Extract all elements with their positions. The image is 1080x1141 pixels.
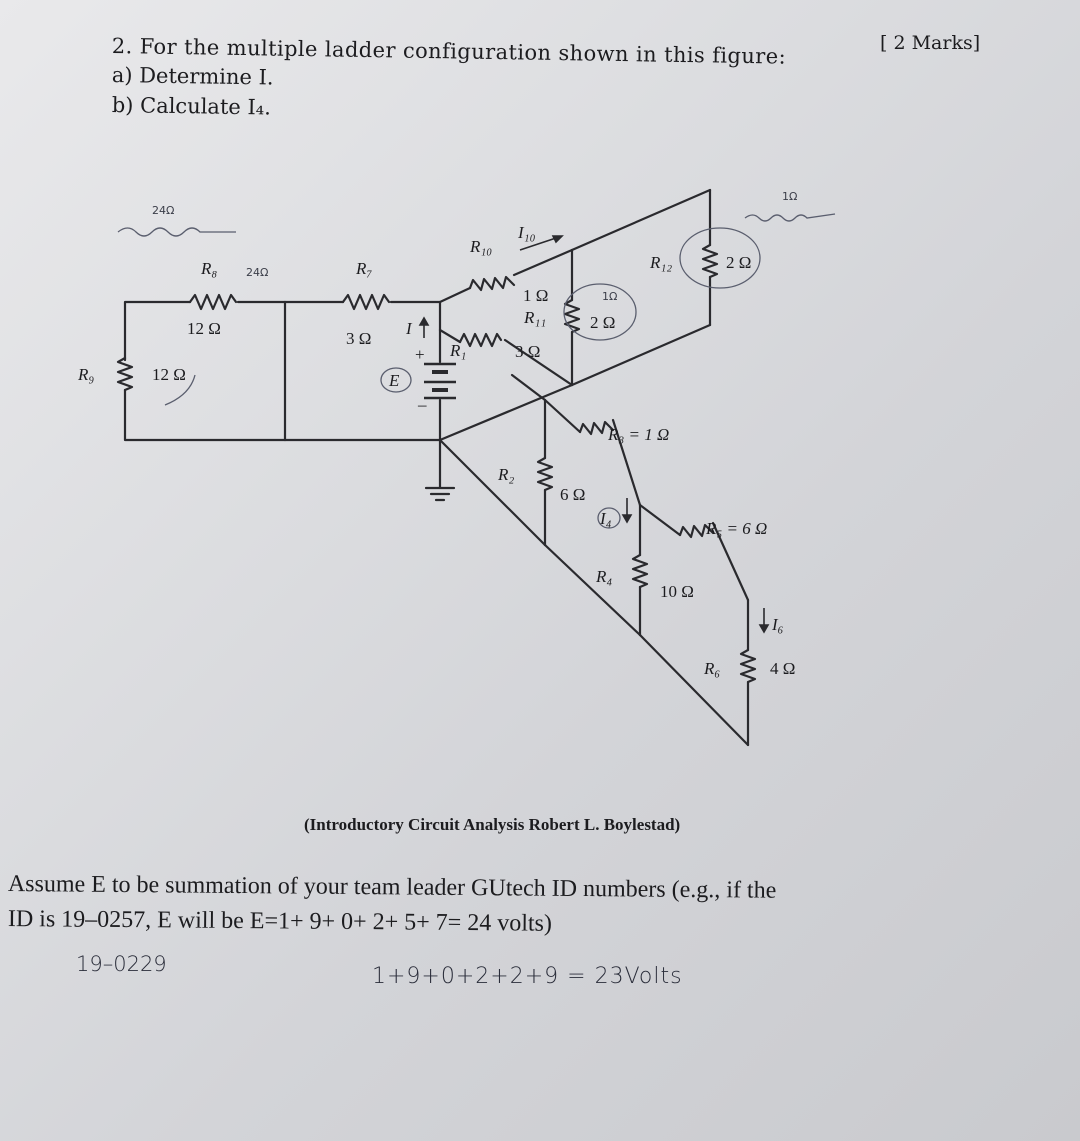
current-i-label: I: [406, 319, 412, 338]
r11-value: 2 Ω: [590, 313, 616, 332]
handwritten-id: 19–0229: [76, 952, 167, 976]
pencil-squiggle-top-left: [118, 228, 236, 236]
r12-value: 2 Ω: [726, 253, 752, 272]
handwritten-sum: 1+9+0+2+2+9 = 23Volts: [372, 964, 683, 989]
question-title: 2. For the multiple ladder configuration shown in this figure:: [111, 34, 787, 69]
r7-name: R₇: [356, 259, 373, 278]
resistor-r2: [538, 458, 552, 490]
r2-value: 6 Ω: [560, 485, 586, 504]
arrow-i6-icon: [760, 608, 768, 632]
wire-top-to-r12: [572, 190, 710, 250]
assumption-line-2: ID is 19–0257, E will be E=1+ 9+ 0+ 2+ 5+ 7= 24 volts): [7, 906, 553, 937]
resistor-r4: [633, 555, 647, 587]
r8-value: 12 Ω: [187, 319, 221, 338]
wire-r3-left: [545, 400, 580, 432]
question-part-a: a) Determine I.: [111, 63, 274, 90]
pencil-note-top-left: 24Ω: [152, 204, 175, 217]
r10-name: R₁₀: [470, 237, 493, 256]
r4-value: 10 Ω: [660, 582, 694, 601]
resistor-r9: [118, 358, 132, 390]
pencil-note-near-r8: 24Ω: [246, 266, 269, 279]
source-e-label: E: [389, 371, 400, 390]
r4-name: R₄: [596, 567, 613, 586]
r3-label: R₃ = 1 Ω: [608, 425, 670, 444]
arrow-i-icon: [420, 318, 428, 338]
wire-right-diagonal: [572, 325, 710, 385]
wire-down-diagonal: [440, 440, 545, 545]
question-part-b: b) Calculate I₄.: [111, 93, 272, 120]
marks-label: [ 2 Marks]: [880, 32, 981, 54]
wire-r5-left: [640, 505, 680, 535]
battery-plus: +: [415, 345, 425, 364]
resistor-r12: [703, 245, 717, 277]
r1-name: R₁: [450, 341, 467, 360]
r7-value: 3 Ω: [346, 329, 372, 348]
r5-label: R₅ = 6 Ω: [706, 519, 768, 538]
wire-to-r2: [512, 375, 545, 400]
pencil-note-near-r11: 1Ω: [602, 290, 618, 303]
r6-name: R₆: [704, 659, 721, 678]
r9-name: R₉: [78, 365, 95, 384]
resistor-r8: [190, 295, 236, 309]
r1-value: 3 Ω: [515, 342, 541, 361]
arrow-i4-icon: [623, 498, 631, 522]
r9-value: 12 Ω: [152, 365, 186, 384]
wire-lower-right: [545, 545, 640, 635]
source-citation: (Introductory Circuit Analysis Robert L. Boylestad): [304, 815, 681, 834]
wire-lower-diagonal: [440, 385, 572, 440]
battery-minus: –: [418, 395, 427, 414]
wire-bottom-diagonal: [640, 635, 748, 745]
r10-value: 1 Ω: [523, 286, 549, 305]
resistor-r7: [343, 295, 389, 309]
resistor-r6: [741, 650, 755, 682]
wire-r10-right: [514, 250, 572, 275]
pencil-note-top-right: 1Ω: [782, 190, 798, 203]
wire-r9-bottom: [125, 390, 285, 440]
assumption-line-1: Assume E to be summation of your team leader GUtech ID numbers (e.g., if the: [7, 871, 777, 904]
r12-name: R₁₂: [650, 253, 673, 272]
i4-label: I₄: [600, 509, 612, 528]
r6-value: 4 Ω: [770, 659, 796, 678]
r8-name: R₈: [201, 259, 218, 278]
pencil-squiggle-top-right: [745, 214, 835, 221]
r11-name: R₁₁: [524, 308, 547, 327]
i10-label: I₁₀: [518, 223, 536, 242]
wire-node-upper: [440, 288, 470, 302]
wire-r9-loop: [125, 302, 190, 360]
resistor-r10: [470, 277, 514, 290]
ground-symbol: [426, 480, 454, 500]
i6-label: I₆: [772, 615, 784, 634]
resistor-r11: [565, 300, 579, 332]
r2-name: R₂: [498, 465, 515, 484]
